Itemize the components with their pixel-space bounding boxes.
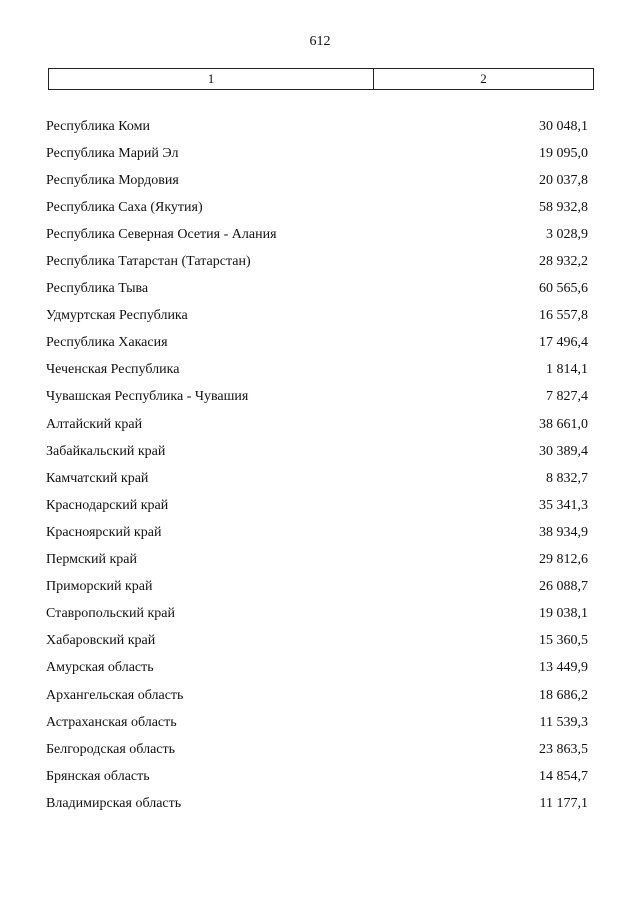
region-name: Краснодарский край (46, 497, 169, 513)
header-column-1: 1 (49, 69, 374, 89)
table-row (46, 709, 588, 736)
region-value: 16 557,8 (539, 308, 588, 324)
region-name: Удмуртская Республика (46, 308, 188, 324)
table-row (46, 248, 588, 275)
region-name: Владимирская область (46, 795, 182, 811)
table-row (46, 492, 588, 519)
region-name: Чувашская Республика - Чувашия (46, 389, 249, 405)
region-name: Ставропольский край (46, 606, 175, 622)
region-value: 1 814,1 (546, 362, 588, 378)
region-value: 38 934,9 (539, 524, 588, 540)
table-header (48, 68, 594, 90)
region-value: 11 177,1 (539, 795, 588, 811)
region-value: 30 048,1 (539, 118, 588, 134)
region-value: 30 389,4 (539, 443, 588, 459)
table-row (46, 384, 588, 411)
table-row (46, 790, 588, 817)
table-row (46, 519, 588, 546)
region-name: Республика Коми (46, 118, 150, 134)
region-name: Камчатский край (46, 470, 149, 486)
table-row (46, 167, 588, 194)
region-name: Архангельская область (46, 687, 184, 703)
table-row (46, 113, 588, 140)
region-name: Забайкальский край (46, 443, 166, 459)
region-value: 8 832,7 (546, 470, 588, 486)
region-name: Алтайский край (46, 416, 143, 432)
table-row (46, 682, 588, 709)
table-row (46, 140, 588, 167)
region-name: Приморский край (46, 579, 153, 595)
region-value: 13 449,9 (539, 660, 588, 676)
region-name: Астраханская область (46, 714, 177, 730)
region-value: 19 095,0 (539, 145, 588, 161)
region-value: 60 565,6 (539, 281, 588, 297)
region-name: Республика Татарстан (Татарстан) (46, 254, 251, 270)
region-name: Республика Хакасия (46, 335, 168, 351)
region-name: Белгородская область (46, 741, 176, 757)
header-column-2: 2 (480, 71, 487, 86)
table-row (46, 221, 588, 248)
table-row (46, 276, 588, 303)
table-row (46, 194, 588, 221)
region-value: 17 496,4 (539, 335, 588, 351)
region-name: Хабаровский край (46, 633, 156, 649)
region-value: 58 932,8 (539, 199, 588, 215)
table-row (46, 601, 588, 628)
region-value: 23 863,5 (539, 741, 588, 757)
region-value: 28 932,2 (539, 254, 588, 270)
region-name: Республика Марий Эл (46, 145, 179, 161)
region-name: Республика Саха (Якутия) (46, 199, 203, 215)
region-value: 19 038,1 (539, 606, 588, 622)
page-number: 612 (309, 34, 331, 49)
region-value: 3 028,9 (546, 226, 588, 242)
table-row (46, 547, 588, 574)
region-name: Республика Мордовия (46, 172, 179, 188)
region-name: Амурская область (46, 660, 154, 676)
region-name: Пермский край (46, 552, 137, 568)
region-name: Чеченская Республика (46, 362, 180, 378)
table-row (46, 357, 588, 384)
region-name: Брянская область (46, 768, 150, 784)
table-row (46, 438, 588, 465)
table-row (46, 736, 588, 763)
region-value: 14 854,7 (539, 768, 588, 784)
table-body (46, 113, 588, 817)
table-row (46, 763, 588, 790)
region-name: Красноярский край (46, 524, 162, 540)
table-row (46, 574, 588, 601)
region-value: 26 088,7 (539, 579, 588, 595)
table-row (46, 411, 588, 438)
region-value: 18 686,2 (539, 687, 588, 703)
region-value: 20 037,8 (539, 172, 588, 188)
region-value: 38 661,0 (539, 416, 588, 432)
region-value: 7 827,4 (546, 389, 588, 405)
region-value: 15 360,5 (539, 633, 588, 649)
table-row (46, 330, 588, 357)
table-row (46, 303, 588, 330)
region-value: 29 812,6 (539, 552, 588, 568)
table-row (46, 655, 588, 682)
region-name: Республика Тыва (46, 281, 149, 297)
region-value: 35 341,3 (539, 497, 588, 513)
region-name: Республика Северная Осетия - Алания (46, 226, 277, 242)
table-row (46, 465, 588, 492)
table-row (46, 628, 588, 655)
region-value: 11 539,3 (539, 714, 588, 730)
